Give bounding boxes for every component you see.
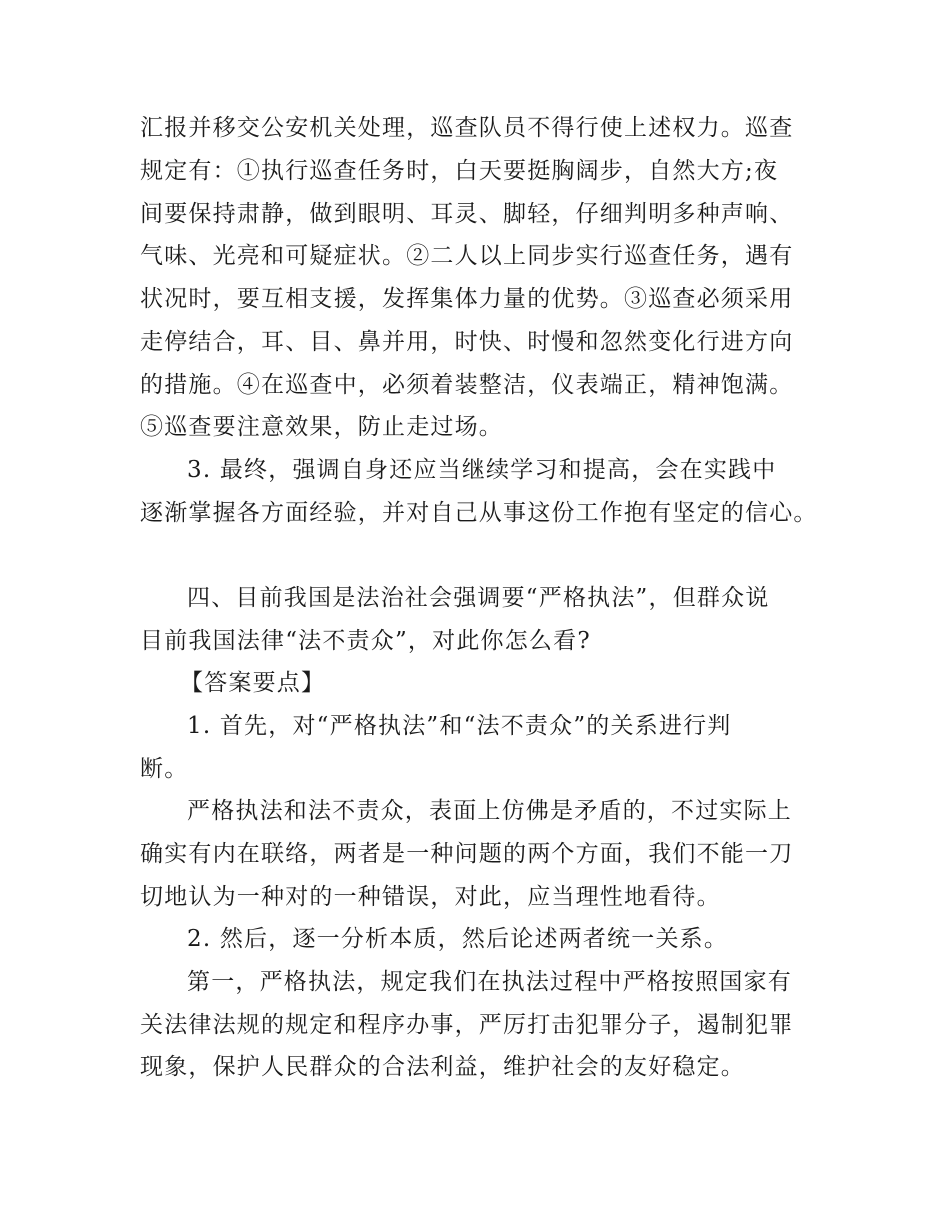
body-line: 现象，保护人民群众的合法利益，维护社会的友好稳定。 xyxy=(140,1054,745,1080)
paragraph-start: 第一，严格执法，规定我们在执法过程中严格按照国家有 xyxy=(187,969,792,995)
question-heading: 四、目前我国是法治社会强调要“严格执法”，但群众说 xyxy=(187,585,770,611)
body-line: 的措施。④在巡查中，必须着装整洁，仪表端正，精神饱满。 xyxy=(140,372,794,398)
body-line: 切地认为一种对的一种错误，对此，应当理性地看待。 xyxy=(140,884,721,910)
numbered-point: 1. 首先，对“严格执法”和“法不责众”的关系进行判 xyxy=(187,713,732,739)
body-line: 规定有：①执行巡查任务时，白天要挺胸阔步，自然大方;夜 xyxy=(140,158,779,184)
body-line: 走停结合，耳、目、鼻并用，时快、时慢和忽然变化行进方向 xyxy=(140,329,794,355)
body-line: 气味、光亮和可疑症状。②二人以上同步实行巡查任务，遇有 xyxy=(140,243,794,269)
body-line: 确实有内在联络，两者是一种问题的两个方面，我们不能一刀 xyxy=(140,841,794,867)
body-line: 状况时，要互相支援，发挥集体力量的优势。③巡查必须采用 xyxy=(140,286,794,312)
body-line: 逐渐掌握各方面经验，并对自己从事这份工作抱有坚定的信心。 xyxy=(140,500,818,526)
body-line: ⑤巡查要注意效果，防止走过场。 xyxy=(140,414,503,440)
body-line: 断。 xyxy=(140,756,189,782)
numbered-point: 2. 然后，逐一分析本质，然后论述两者统一关系。 xyxy=(187,926,729,952)
body-line: 汇报并移交公安机关处理，巡查队员不得行使上述权力。巡查 xyxy=(140,115,794,141)
answer-heading: 【答案要点】 xyxy=(180,670,326,696)
question-heading: 目前我国法律“法不责众”，对此你怎么看? xyxy=(140,628,591,654)
body-line: 关法律法规的规定和程序办事，严厉打击犯罪分子，遏制犯罪 xyxy=(140,1012,794,1038)
numbered-point: 3. 最终，强调自身还应当继续学习和提高，会在实践中 xyxy=(187,457,777,483)
body-line: 间要保持肃静，做到眼明、耳灵、脚轻，仔细判明多种声响、 xyxy=(140,201,794,227)
paragraph-start: 严格执法和法不责众，表面上仿佛是矛盾的，不过实际上 xyxy=(187,798,792,824)
